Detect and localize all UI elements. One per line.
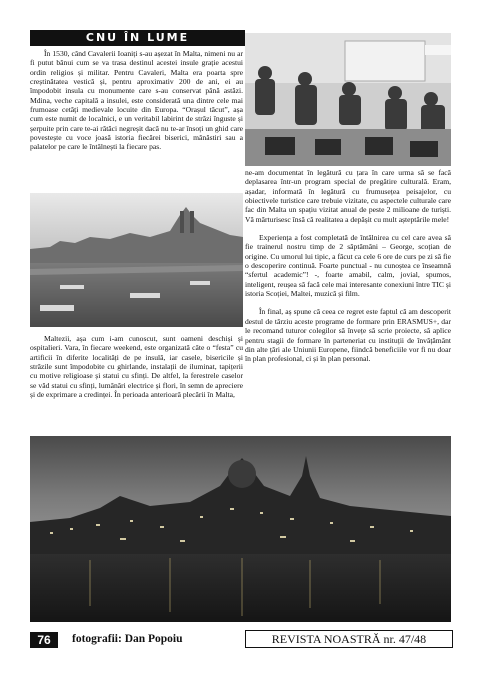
section-header: CNU ÎN LUME — [30, 30, 245, 46]
harbour-image — [30, 193, 243, 327]
paragraph: ne-am documentat în legătură cu țara în care urma să se facă deplasarea într-un program special de pregătire culturală. Eram, așadar, informată în legătură cu frumusețea peisajelor, cu obiectivele turistice care trebuie vizitate, cu aspectele culturale care fac din Malta un spațiu vizitat anual de peste 2 milioane de turiști. Vă mărturisesc însă că realitatea a depășit cu mult așteptările mele! — [245, 168, 451, 224]
paragraph: În 1530, când Cavalerii Ioaniți s-au așezat în Malta, nimeni nu ar fi putut bănui cum se va trasa destinul acestei insule grație acestui ordin religios și militar. Pentru Cavaleri, Malta era poarta spre creștinătatea vestică și, pentru aproximativ 200 de ani, ei au împodobit insula cu monumente care s-au conservat până astăzi. Mdina, veche capitală a insulei, este considerată una dintre cele mai frumoase cetăți medievale locuite din Europa. “Orașul tăcut”, așa cum este numit de localnici, e un veritabil labirint de străzi înguste și șerpuite prin care te-ai rătăci negreșit dacă nu te-ar însoți un ghid care povestește cu voce joasă istoria fiecărei biserici, mânăstiri sau a palatelor pe care le întâlnești la fiecare pas. — [30, 49, 243, 152]
classroom-photo — [245, 33, 451, 166]
photo-credit: fotografii: Dan Popoiu — [72, 633, 183, 645]
harbour-photo — [30, 193, 243, 327]
classroom-image — [245, 33, 451, 166]
paragraph: Maltezii, așa cum i-am cunoscut, sunt oameni deschiși și ospitalieri. Vara, în fiecare weekend, este organizată câte o “festa” cu artificii în diferite localități de pe insulă, iar casele, bisericile și străzile sunt împodobite cu ghirlande, instalații de iluminat, tapițerii cu motive religioase și statui cu sfinți. De altfel, la ferestrele caselor se văd statui cu sfinți, lumânări electrice și flori, în semn de apreciere și de exprimare a credinței. În perioada anterioară plecării în Malta, — [30, 334, 243, 400]
left-column-top — [30, 49, 243, 152]
paragraph: În final, aș spune că ceea ce regret este faptul că am descoperit destul de târziu aceste programe de formare prin ERASMUS+, dar le recomand tuturor colegilor să învețe să scrie proiecte, să aplice pentru stagii de formare în parteneriat cu instituții de învățământ din alte țări ale Uniunii Europene, fiindcă beneficiile vor fi nu doar în plan profesional, ci și în plan personal. — [245, 307, 451, 364]
right-column — [245, 168, 451, 364]
left-column-bottom — [30, 334, 243, 399]
paragraph: Experiența a fost completată de întâlnirea cu cel care avea să fie trainerul nostru timp de 2 săptămâni – George, scoțian de origine. Cu umorul lui tipic, a făcut ca cele 6 ore de curs pe zi să fie o descoperire continuă. Foarte punctual - nu cunoștea ce înseamnă “sfertul academic”! -, foarte amabil, calm, jovial, spumos, inteligent, reușea să facă cele mai interesante conexiuni între TIC și istoria Scoției, Maltei, muzică și film. — [245, 233, 451, 299]
night-panorama-image — [30, 436, 451, 622]
page-number: 76 — [30, 632, 58, 648]
night-panorama-photo — [30, 436, 451, 622]
magazine-title: REVISTA NOASTRĂ nr. 47/48 — [245, 630, 453, 648]
